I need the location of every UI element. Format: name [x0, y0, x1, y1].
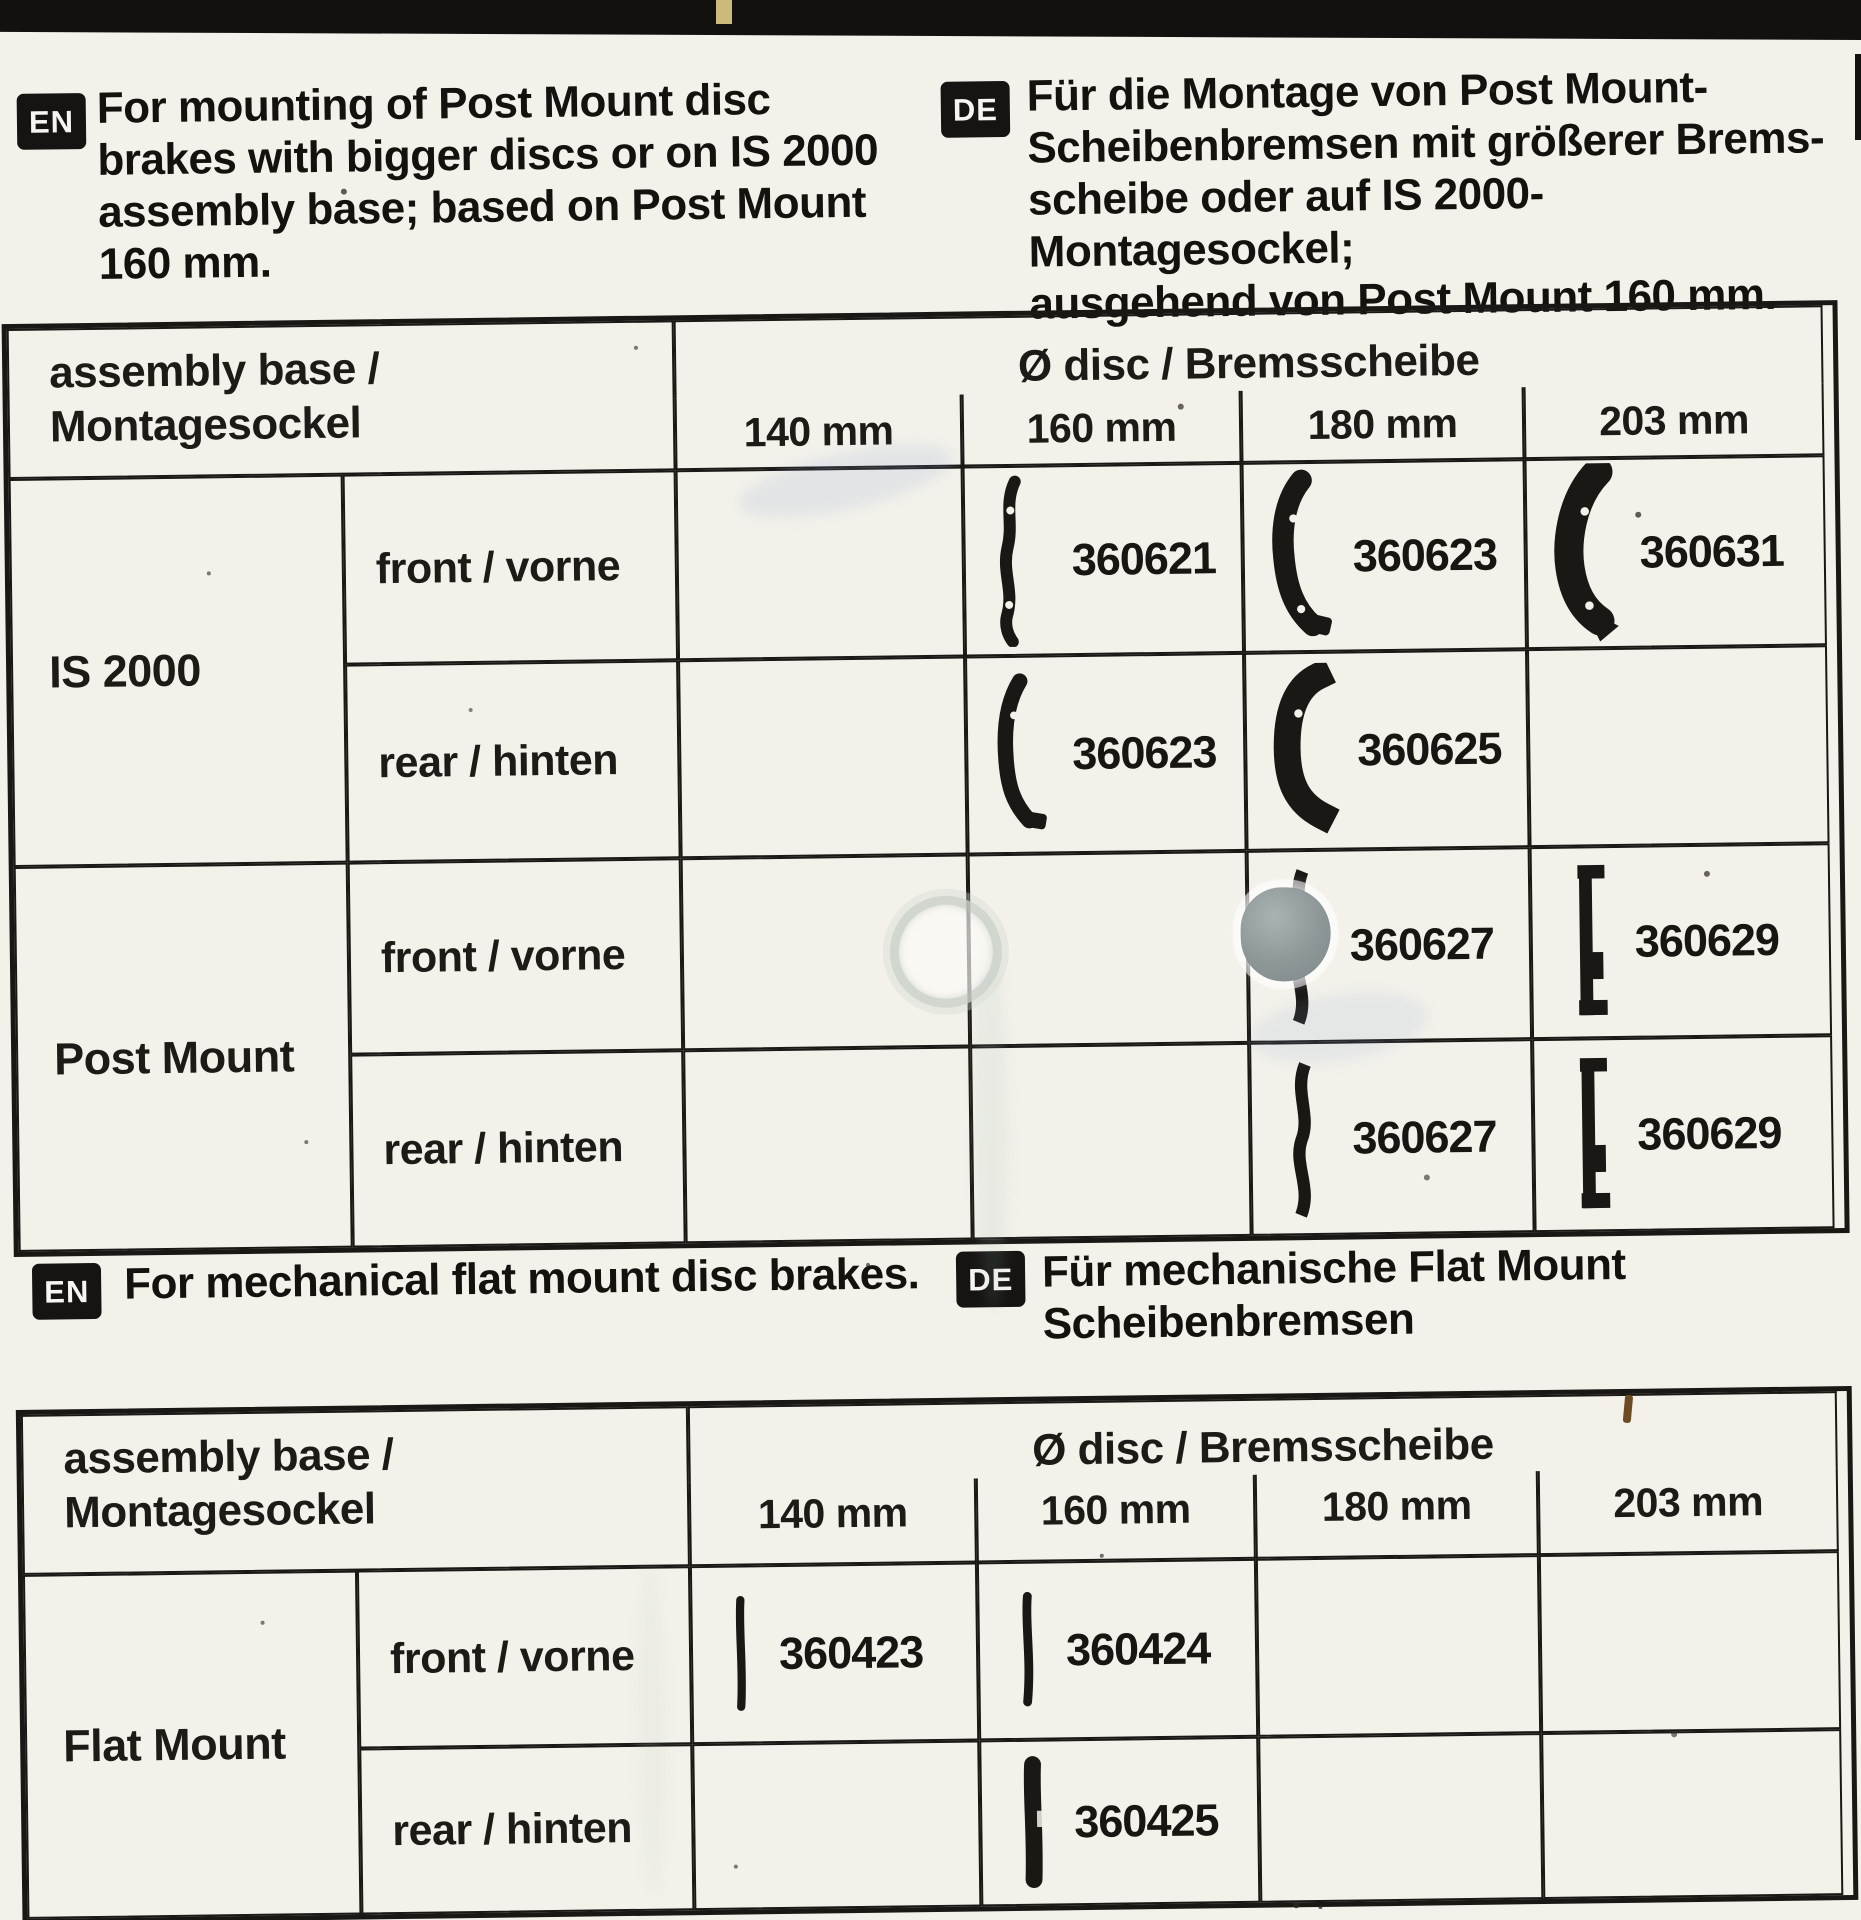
group-label-flat-mount: Flat Mount: [23, 1571, 361, 1919]
size-column-header: 180 mm: [1241, 387, 1525, 463]
assembly-base-header: assembly base / Montagesockel: [21, 1406, 690, 1575]
intro-post-mount-en-text: [96, 72, 929, 291]
position-label: front / vorne: [348, 858, 683, 1054]
adapter-is-front-203-icon: [1553, 463, 1625, 644]
position-label: rear / hinten: [359, 1744, 694, 1914]
part-number: 360627: [1349, 917, 1495, 971]
table-cell-empty: [968, 851, 1249, 1047]
en-badge: EN: [32, 1263, 102, 1320]
part-number: 360631: [1639, 524, 1785, 578]
part-number: 360627: [1352, 1110, 1497, 1163]
en-badge: EN: [17, 93, 87, 150]
part-number: 360629: [1634, 913, 1780, 967]
part-number: 360621: [1071, 532, 1217, 586]
size-column-header: 140 mm: [689, 1478, 977, 1566]
group-label-post-mount: Post Mount: [14, 863, 353, 1252]
adapter-fm-front-160-icon: [1005, 1573, 1051, 1730]
table-cell: [965, 653, 1247, 855]
adapter-fm-rear-160-icon: [1007, 1749, 1059, 1896]
de-badge: DE: [941, 81, 1011, 138]
photo-edge-artifact: [1855, 54, 1861, 140]
part-number: 360423: [778, 1626, 924, 1680]
size-column-header: 203 mm: [1538, 1467, 1839, 1555]
adapter-is-front-160-icon: [991, 474, 1057, 647]
adapter-is-front-180-icon: [1270, 469, 1338, 646]
paragraph: Für die Montage von Post Mount- Scheibenbremsen mit größerer Brems- scheibe oder auf IS 2000-Montagesockel; ausgehend von Post Mount 160 mm.: [1026, 62, 1825, 329]
disc-diameter-header: Ø disc / Bremsscheibe: [688, 1391, 1838, 1482]
size-column-header: 180 mm: [1255, 1471, 1539, 1559]
assembly-base-header: assembly base / Montagesockel: [7, 320, 676, 479]
group-label-is2000: IS 2000: [9, 475, 348, 867]
intro-post-mount-de-text: [1026, 60, 1849, 331]
table-cell: [979, 1737, 1260, 1907]
disc-diameter-header: Ø disc / Bremsscheibe: [674, 305, 1824, 398]
paragraph: For mounting of Post Mount disc brakes with bigger discs or on IS 2000 assembly base; based on Post Mount 160 mm.: [96, 75, 879, 289]
part-number: 360623: [1352, 528, 1498, 582]
intro-flat-mount-en: [32, 1263, 102, 1320]
table-cell: [1530, 843, 1832, 1039]
paragraph: For mechanical flat mount disc brakes.: [123, 1249, 920, 1309]
size-column-header: 160 mm: [962, 391, 1242, 467]
table-cell-empty: [1527, 645, 1830, 847]
part-number: 360625: [1356, 722, 1502, 776]
table-cell: [977, 1559, 1258, 1741]
part-number: 360424: [1065, 1622, 1211, 1676]
position-label: rear / hinten: [350, 1050, 685, 1247]
table-cell-empty: [1539, 1551, 1841, 1733]
de-badge: DE: [956, 1251, 1026, 1308]
table-cell: [1532, 1035, 1835, 1232]
adapter-is-rear-160-icon: [993, 666, 1057, 843]
intro-post-mount-en: [17, 93, 87, 150]
paper-notch: [716, 0, 732, 24]
table-cell: [1244, 649, 1530, 851]
table-cell-empty: [1541, 1729, 1843, 1899]
table-cell-empty: [678, 657, 968, 859]
table-cell-empty: [1258, 1733, 1543, 1903]
post-mount-adapter-table: [2, 300, 1850, 1257]
adapter-fm-front-140-icon: [718, 1574, 764, 1735]
intro-flat-mount-en-text: [124, 1248, 955, 1311]
size-column-header: 203 mm: [1524, 383, 1825, 459]
size-column-header: 160 mm: [976, 1475, 1256, 1563]
adapter-pm-180-icon: [1277, 1047, 1337, 1230]
flat-mount-adapter-table: [16, 1386, 1859, 1920]
position-label: front / vorne: [357, 1566, 692, 1748]
size-column-header: 140 mm: [675, 395, 963, 471]
intro-post-mount-de: [941, 81, 1011, 138]
table-cell-empty: [970, 1043, 1252, 1240]
table-cell: [1249, 1039, 1535, 1236]
position-label: rear / hinten: [345, 660, 681, 862]
adapter-is-rear-180-icon: [1272, 663, 1342, 840]
table-cell: [690, 1562, 979, 1744]
part-number: 360425: [1073, 1794, 1219, 1848]
table-cell: [963, 463, 1244, 657]
table-cell-empty: [692, 1740, 981, 1910]
adapter-pm-203-icon: [1558, 853, 1620, 1032]
part-number: 360629: [1637, 1106, 1782, 1160]
table-cell: [1524, 455, 1826, 649]
table-cell-empty: [683, 1046, 973, 1243]
adapter-pm-203-icon: [1560, 1045, 1622, 1224]
intro-flat-mount-de-text: [1042, 1236, 1861, 1351]
table-cell: [1242, 459, 1527, 653]
part-number: 360623: [1071, 726, 1217, 780]
table-cell-empty: [1256, 1555, 1541, 1737]
paragraph: Für mechanische Flat Mount Scheibenbremsen: [1041, 1239, 1626, 1349]
position-label: front / vorne: [343, 470, 678, 664]
